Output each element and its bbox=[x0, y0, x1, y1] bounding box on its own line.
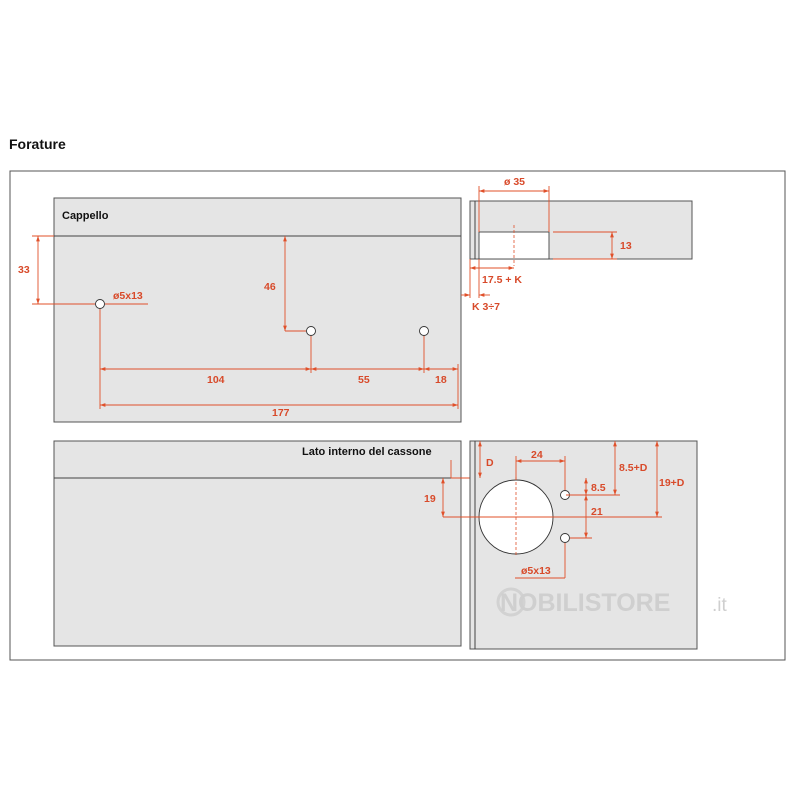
watermark-suffix: .it bbox=[712, 595, 727, 616]
dim-177-text: 177 bbox=[272, 407, 290, 419]
dim-85-text: 8.5 bbox=[591, 482, 606, 494]
hinge-detail-view bbox=[443, 441, 728, 649]
inner-side-view bbox=[54, 441, 477, 646]
hole-middle bbox=[307, 327, 316, 336]
dim-46-text: 46 bbox=[264, 281, 276, 293]
dim-d-text: D bbox=[486, 457, 494, 469]
dim-175k-text: 17.5 + K bbox=[482, 274, 522, 286]
inner-side-label: Lato interno del cassone bbox=[302, 446, 432, 458]
dim-104-text: 104 bbox=[207, 374, 225, 386]
hole-right bbox=[420, 327, 429, 336]
inner-side-panel bbox=[54, 441, 461, 646]
cappello-label: Cappello bbox=[62, 210, 109, 222]
cappello-panel bbox=[54, 198, 461, 422]
dim-33-text: 33 bbox=[18, 264, 30, 276]
dim-85d-text: 8.5+D bbox=[619, 462, 648, 474]
dim-18-text: 18 bbox=[435, 374, 447, 386]
dim-k-text: K 3÷7 bbox=[472, 301, 500, 313]
dim-24-text: 24 bbox=[531, 449, 543, 461]
dim-21-text: 21 bbox=[591, 506, 603, 518]
cappello-view bbox=[18, 198, 461, 422]
dim-35-text: ø 35 bbox=[504, 176, 526, 188]
side-section-view bbox=[461, 176, 692, 313]
dim-13-text: 13 bbox=[620, 240, 632, 252]
watermark-text: NOBILISTORE bbox=[500, 589, 671, 617]
section-title: Forature bbox=[9, 136, 66, 152]
hole-label-bottom: ø5x13 bbox=[521, 565, 551, 577]
dim-19-text: 19 bbox=[424, 493, 436, 505]
dim-55-text: 55 bbox=[358, 374, 370, 386]
screw-hole-bottom bbox=[561, 534, 570, 543]
hole-left bbox=[96, 300, 105, 309]
hole-label-top: ø5x13 bbox=[113, 290, 143, 302]
dim-19d-text: 19+D bbox=[659, 477, 685, 489]
